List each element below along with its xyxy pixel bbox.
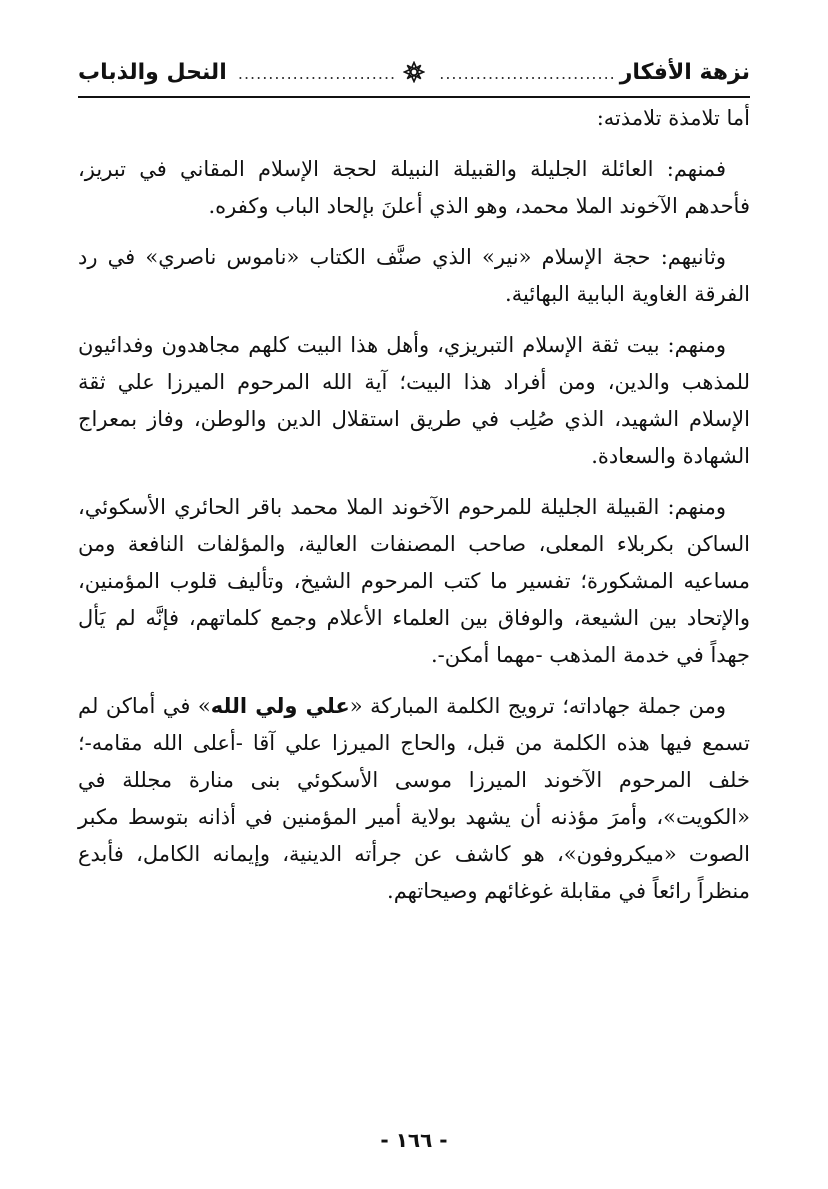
paragraph-6-bold-phrase: علي ولي الله: [210, 694, 350, 718]
header-leader-dots-left: ..........................: [237, 66, 397, 83]
header-rule: [78, 96, 750, 98]
paragraph-5: ومنهم: القبيلة الجليلة للمرحوم الآخوند الملا محمد باقر الحائري الأسكوئي، الساكن بكربلاء المعلى، صاحب المصنفات العالية، والمؤلفات النافعة ومن مساعيه المشكورة؛ تفسير ما كتب المرحوم الشيخ، وتأليف قلوب المؤمنين، والإتحاد بين الشيعة، والوفاق بين العلماء الأعلام وجمع كلماتهم، فإنَّه لم يَأل جهداً في خدمة المذهب -مهما أمكن-.: [78, 495, 750, 667]
page-number: - ١٦٦ -: [380, 1128, 448, 1152]
paragraph-6: [78, 688, 750, 910]
page-body: [78, 100, 750, 924]
running-header: [78, 52, 750, 92]
flower-ornament-icon: [402, 60, 426, 84]
paragraph-6-part-1: ومن جملة جهاداته؛ ترويج الكلمة المباركة «: [349, 694, 726, 718]
book-title: نزهة الأفكار: [619, 59, 750, 85]
paragraph-2: فمنهم: العائلة الجليلة والقبيلة النبيلة لحجة الإسلام المقاني في تبريز، فأحدهم الآخوند الملا محمد، وهو الذي أعلنَ بإلحاد الباب وكفره.: [78, 157, 750, 218]
header-leader-dots-right: .............................: [439, 66, 616, 83]
paragraph-6-part-2: » في أماكن لم تسمع فيها هذه الكلمة من قبل، والحاج الميرزا علي آقا -أعلى الله مقامه-؛ خلف المرحوم الآخوند الميرزا موسى الأسكوئي بنى منارة مجللة في «الكويت»، وأمرَ مؤذنه أن يشهد بولاية أمير المؤمنين في أذانه بتوسط مكبر الصوت «ميكروفون»، هو كاشف عن جرأته الدينية، وإيمانه الكامل، فأبدع منظراً رائعاً في مقابلة غوغائهم وصيحاتهم.: [78, 694, 750, 903]
paragraph-4: ومنهم: بيت ثقة الإسلام التبريزي، وأهل هذا البيت كلهم مجاهدون وفدائيون للمذهب والدين، ومن أفراد هذا البيت؛ آية الله المرحوم الميرزا علي ثقة الإسلام الشهيد، الذي صُلِب في طريق استقلال الدين والوطن، وفاز بمعراج الشهادة والسعادة.: [78, 333, 750, 468]
paragraph-3: وثانيهم: حجة الإسلام «نير» الذي صنَّف الكتاب «ناموس ناصري» في رد الفرقة الغاوية البابية البهائية.: [78, 245, 750, 306]
chapter-title: النحل والذباب: [77, 59, 227, 85]
paragraph-1: أما تلامذة تلامذته:: [596, 106, 750, 130]
